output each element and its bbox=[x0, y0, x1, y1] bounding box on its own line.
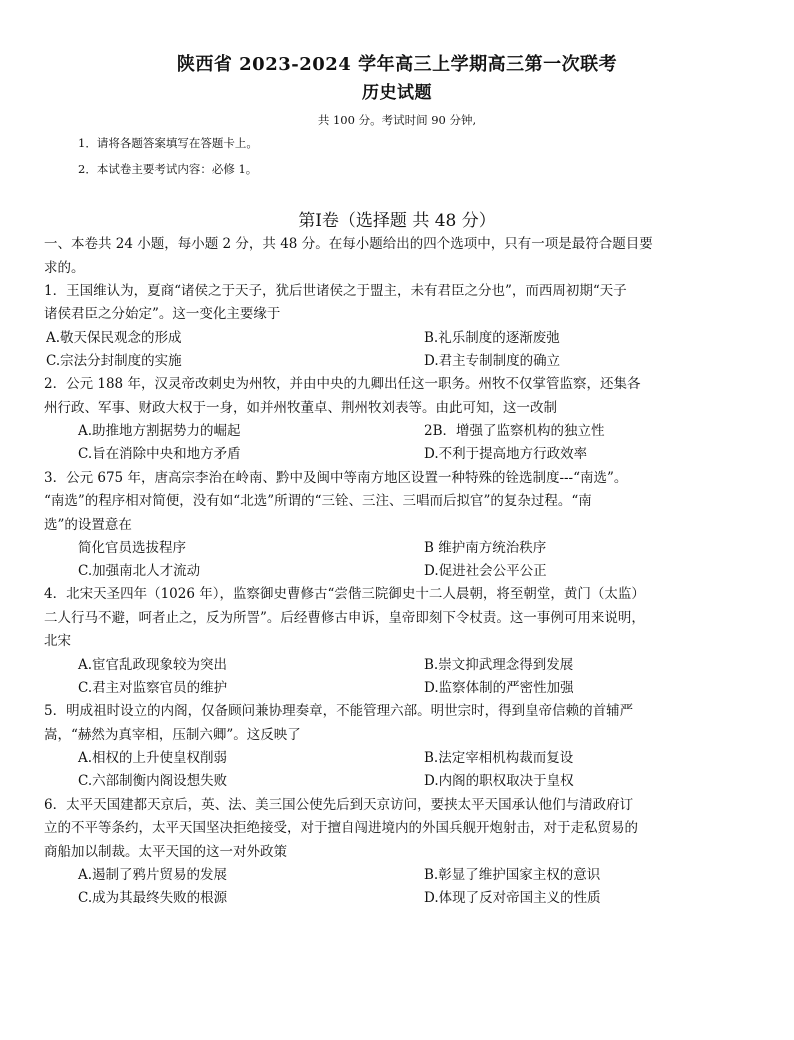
exam-title: 陕西省 2023-2024 学年高三上学期高三第一次联考 bbox=[176, 54, 618, 75]
question-3-stem: 3．公元 675 年，唐高宗李治在岭南、黔中及闽中等南方地区设置一种特殊的铨选制度---“南选”。 bbox=[44, 470, 628, 486]
question-1-stem-cont: 诸侯君臣之分始定”。这一变化主要缘于 bbox=[44, 306, 281, 322]
question-6-option-d[interactable]: D.体现了反对帝国主义的性质 bbox=[424, 890, 601, 906]
question-6-option-b[interactable]: B.彰显了维护国家主权的意识 bbox=[424, 867, 601, 883]
section-instructions: 一、本卷共 24 小题，每小题 2 分，共 48 分。在每小题给出的四个选项中，只有一项是最符合题目要 bbox=[44, 236, 653, 252]
question-6-option-a[interactable]: A.遏制了鸦片贸易的发展 bbox=[78, 867, 228, 883]
question-5-option-c[interactable]: C.六部制衡内阁设想失败 bbox=[78, 773, 228, 789]
question-6-stem-cont: 立的不平等条约，太平天国坚决拒绝接受，对于擅自闯进境内的外国兵舰开炮射击，对于走私贸易的 bbox=[44, 820, 638, 836]
question-3-option-d[interactable]: D.促进社会公平公正 bbox=[424, 563, 547, 579]
question-4-option-a[interactable]: A.宦官乱政现象较为突出 bbox=[78, 657, 228, 673]
question-2-option-d[interactable]: D.不利于提高地方行政效率 bbox=[424, 446, 588, 462]
section-title: 第Ⅰ卷（选择题 共 48 分） bbox=[298, 211, 496, 231]
question-3-option-c[interactable]: C.加强南北人才流动 bbox=[78, 563, 201, 579]
question-2-option-b[interactable]: 2B．增强了监察机构的独立性 bbox=[424, 423, 605, 439]
question-1-option-a[interactable]: A.敬天保民观念的形成 bbox=[46, 330, 182, 346]
question-4-stem-cont-2: 北宋 bbox=[44, 633, 71, 649]
question-4-stem-cont: 二人行马不避，呵者止之，反为所詈”。后经曹修古申诉，皇帝即刻下令杖责。这一事例可用来说明， bbox=[44, 610, 645, 626]
question-1-option-c[interactable]: C.宗法分封制度的实施 bbox=[46, 353, 182, 369]
question-2-option-a[interactable]: A.助推地方割据势力的崛起 bbox=[78, 423, 241, 439]
question-3-stem-cont-2: 选”的设置意在 bbox=[44, 517, 132, 533]
note-2: 2．本试卷主要考试内容：必修 1。 bbox=[78, 162, 258, 176]
question-3-option-a[interactable]: 简化官员选拔程序 bbox=[78, 540, 186, 556]
question-2-stem: 2．公元 188 年，汉灵帝改刺史为州牧，并由中央的九卿出任这一职务。州牧不仅掌管监察，还集各 bbox=[44, 376, 641, 392]
question-4-option-b[interactable]: B.崇文抑武理念得到发展 bbox=[424, 657, 574, 673]
question-1-option-d[interactable]: D.君主专制制度的确立 bbox=[424, 353, 561, 369]
question-5-stem: 5．明成祖时设立的内阁，仅备顾问兼协理奏章，不能管理六部。明世宗时，得到皇帝信赖的首辅严 bbox=[44, 703, 634, 719]
question-3-option-b[interactable]: B 维护南方统治秩序 bbox=[424, 540, 547, 556]
question-5-option-a[interactable]: A.相权的上升使皇权削弱 bbox=[78, 750, 228, 766]
question-6-stem: 6．太平天国建都天京后，英、法、美三国公使先后到天京访问，要挟太平天国承认他们与清政府订 bbox=[44, 797, 634, 813]
exam-subtitle: 历史试题 bbox=[362, 83, 432, 103]
question-1-stem: 1．王国维认为，夏商“诸侯之于天子，犹后世诸侯之于盟主，未有君臣之分也”，而西周初期“天子 bbox=[44, 283, 627, 299]
question-1-option-b[interactable]: B.礼乐制度的逐渐废弛 bbox=[424, 330, 560, 346]
question-5-option-b[interactable]: B.法定宰相机构裁而复设 bbox=[424, 750, 574, 766]
question-2-option-c[interactable]: C.旨在消除中央和地方矛盾 bbox=[78, 446, 241, 462]
question-6-stem-cont-2: 商船加以制裁。太平天国的这一对外政策 bbox=[44, 844, 287, 860]
note-1: 1．请将各题答案填写在答题卡上。 bbox=[78, 136, 258, 150]
question-4-option-c[interactable]: C.君主对监察官员的维护 bbox=[78, 680, 228, 696]
section-instructions-cont: 求的。 bbox=[44, 260, 85, 276]
question-5-stem-cont: 嵩，“赫然为真宰相，压制六卿”。这反映了 bbox=[44, 727, 301, 743]
question-6-option-c[interactable]: C.成为其最终失败的根源 bbox=[78, 890, 228, 906]
question-4-stem: 4．北宋天圣四年（1026 年），监察御史曹修古“尝偕三院御史十二人晨朝，将至朝堂，黄门（太监） bbox=[44, 586, 645, 602]
question-2-stem-cont: 州行政、军事、财政大权于一身，如并州牧董卓、荆州牧刘表等。由此可知，这一改制 bbox=[44, 400, 557, 416]
question-3-stem-cont: “南选”的程序相对简便，没有如“北选”所谓的“三铨、三注、三唱而后拟官”的复杂过程。“南 bbox=[44, 493, 592, 509]
question-4-option-d[interactable]: D.监察体制的严密性加强 bbox=[424, 680, 574, 696]
question-5-option-d[interactable]: D.内阁的职权取决于皇权 bbox=[424, 773, 574, 789]
exam-info: 共 100 分。考试时间 90 分钟, bbox=[317, 113, 477, 127]
